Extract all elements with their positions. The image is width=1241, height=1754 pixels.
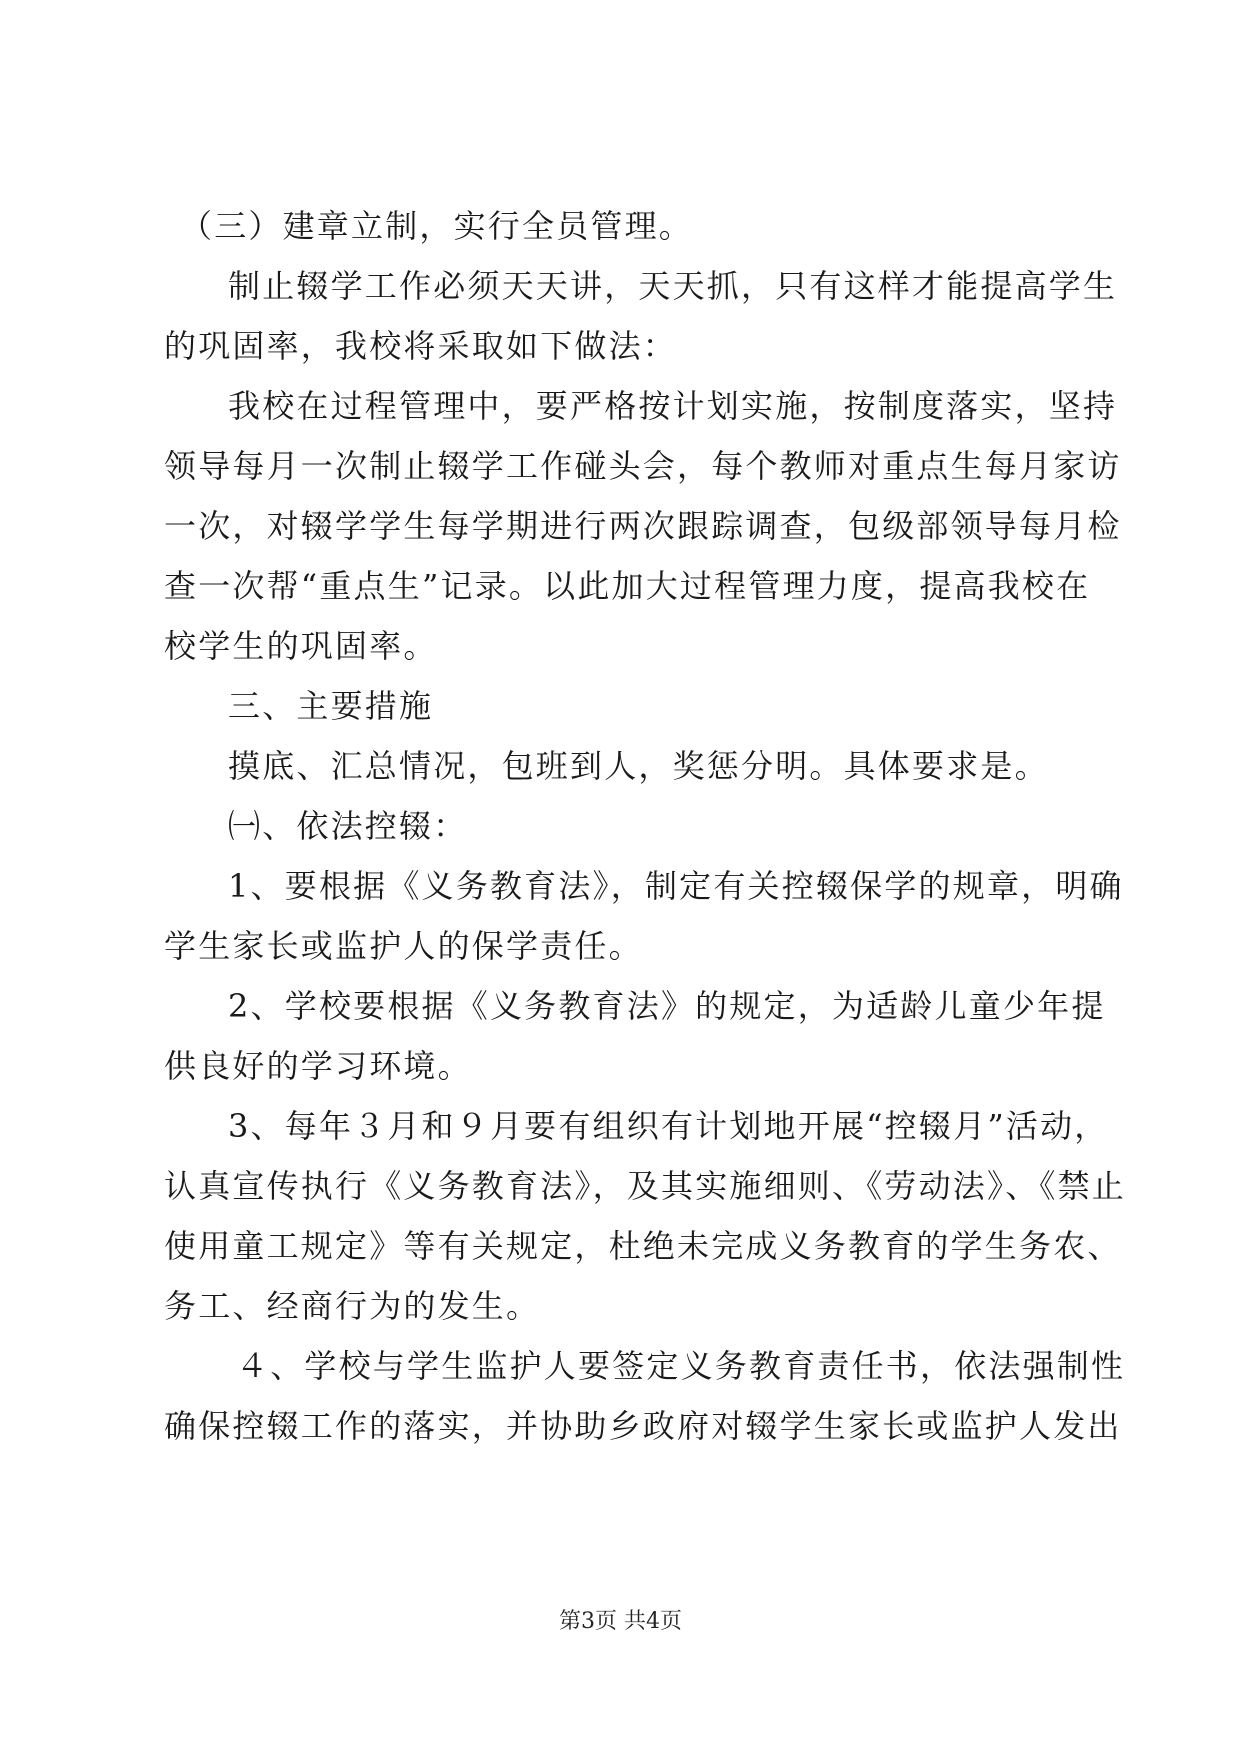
text-line: 供良好的学习环境。 xyxy=(164,1047,472,1085)
text-line: 3、每年３月和９月要有组织有计划地开展“控辍月”活动， xyxy=(228,1107,1109,1145)
text-line: 学生家长或监护人的保学责任。 xyxy=(164,927,643,965)
text-line: 领导每月一次制止辍学工作碰头会，每个教师对重点生每月家访 xyxy=(164,447,1122,485)
text-line: 查一次帮“重点生”记录。以此加大过程管理力度，提高我校在 xyxy=(164,567,1091,605)
text-line: 制止辍学工作必须天天讲，天天抓，只有这样才能提高学生 xyxy=(228,267,1118,305)
text-line: （三）建章立制，实行全员管理。 xyxy=(180,207,694,245)
text-line: 务工、经商行为的发生。 xyxy=(164,1287,541,1325)
text-line: 我校在过程管理中，要严格按计划实施，按制度落实，坚持 xyxy=(228,387,1118,425)
text-line: ４、学校与学生监护人要签定义务教育责任书，依法强制性 xyxy=(236,1347,1126,1385)
subsection-heading: ㈠、依法控辍： xyxy=(228,807,468,845)
text-line: 校学生的巩固率。 xyxy=(164,627,438,665)
text-line: 确保控辍工作的落实，并协助乡政府对辍学生家长或监护人发出 xyxy=(164,1407,1122,1445)
text-line: 2、学校要根据《义务教育法》的规定，为适龄儿童少年提 xyxy=(228,987,1106,1025)
text-line: 摸底、汇总情况，包班到人，奖惩分明。具体要求是。 xyxy=(228,747,1049,785)
text-line: 1、要根据《义务教育法》，制定有关控辍保学的规章，明确 xyxy=(228,867,1124,905)
text-line: 的巩固率，我校将采取如下做法： xyxy=(164,327,678,365)
section-heading: 三、主要措施 xyxy=(228,687,434,725)
page-number: 第3页 共4页 xyxy=(559,1609,682,1634)
text-line: 一次，对辍学学生每学期进行两次跟踪调查，包级部领导每月检 xyxy=(164,507,1122,545)
text-line: 认真宣传执行《义务教育法》，及其实施细则、《劳动法》、《禁止 xyxy=(164,1167,1127,1205)
text-line: 使用童工规定》等有关规定，杜绝未完成义务教育的学生务农、 xyxy=(164,1227,1122,1265)
